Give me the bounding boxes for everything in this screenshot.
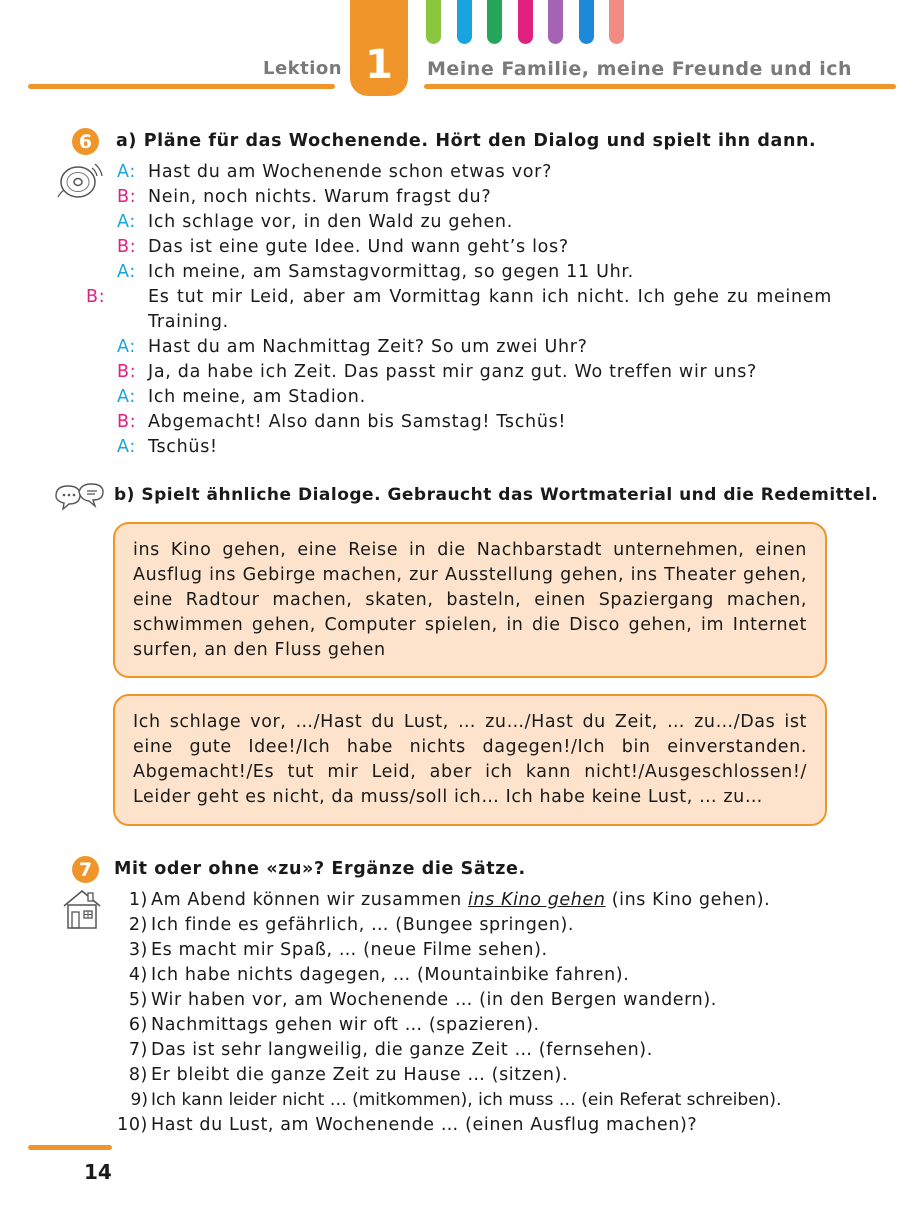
dialogue-line	[86, 285, 832, 335]
dialogue-text: Das ist eine gute Idee. Und wann geht’s los?	[148, 237, 569, 257]
color-stripe	[609, 0, 624, 44]
item-number: 7)	[128, 1040, 148, 1060]
example-answer: ins Kino gehen	[467, 890, 606, 910]
dialogue-text: Ich meine, am Stadion.	[148, 387, 366, 407]
item-text: Nachmittags gehen wir oft … (spazieren).	[151, 1015, 540, 1035]
speaker-label: A:	[117, 262, 136, 282]
item-text: Hast du Lust, am Wochenende … (einen Ausflug machen)?	[151, 1115, 698, 1135]
dialogue-text: Ich schlage vor, in den Wald zu gehen.	[148, 212, 513, 232]
footer-rule	[28, 1145, 112, 1150]
dialogue-line	[117, 260, 832, 285]
speaker-label: A:	[117, 162, 136, 182]
lektion-number: 1	[365, 42, 393, 88]
lektion-number-tab	[350, 0, 408, 96]
speaker-label: B:	[117, 187, 137, 207]
dialogue-line	[117, 335, 832, 360]
task-6b-heading: b) Spielt ähnliche Dialoge. Gebraucht das Wortmaterial und die Redemittel.	[114, 485, 879, 505]
dialogue-text: Nein, noch nichts. Warum fragst du?	[148, 187, 492, 207]
item-number: 1)	[128, 890, 148, 910]
dialogue-text: Tschüs!	[148, 437, 218, 457]
speaker-label: A:	[117, 437, 136, 457]
speaker-label: B:	[117, 362, 137, 382]
cd-audio-icon	[56, 160, 104, 200]
color-stripe	[457, 0, 472, 44]
dialogue-line	[117, 435, 832, 460]
exercise-item	[114, 1063, 834, 1088]
dialogue-line	[117, 210, 832, 235]
speaker-label: A:	[117, 337, 136, 357]
speaker-label: B:	[86, 287, 106, 307]
item-number: 6)	[128, 1015, 148, 1035]
exercise-item	[114, 963, 834, 988]
item-number: 10)	[117, 1115, 148, 1135]
dialogue-line	[117, 235, 832, 260]
speaker-label: B:	[117, 237, 137, 257]
task-7-heading: Mit oder ohne «zu»? Ergänze die Sätze.	[114, 859, 526, 879]
item-text: Das ist sehr langweilig, die ganze Zeit … (fernsehen).	[151, 1040, 653, 1060]
exercise-item	[114, 913, 834, 938]
exercise-item	[114, 1038, 834, 1063]
item-number: 2)	[128, 915, 148, 935]
dialogue-line	[117, 185, 832, 210]
dialogue-line	[117, 160, 832, 185]
dialogue-line	[117, 385, 832, 410]
dialogue-line	[117, 410, 832, 435]
item-number: 9)	[130, 1090, 148, 1110]
item-number: 8)	[128, 1065, 148, 1085]
exercise-item	[114, 1113, 834, 1138]
color-stripe	[548, 0, 563, 44]
exercise-list	[114, 888, 834, 1138]
exercise-item	[114, 1088, 834, 1113]
dialogue-text: Ich meine, am Samstagvormittag, so gegen 11 Uhr.	[148, 262, 634, 282]
word-material-box: ins Kino gehen, eine Reise in die Nachbarstadt unternehmen, einen Ausflug ins Gebirge machen, zur Ausstellung gehen, ins Theater gehen, eine Radtour machen, skaten, basteln, einen Spaziergang machen, schwimmen gehen, Computer spielen, in die Disco gehen, im Internet surfen, an den Fluss gehen	[113, 522, 827, 678]
dialogue-text: Hast du am Wochenende schon etwas vor?	[148, 162, 553, 182]
dialogue-text: Ja, da habe ich Zeit. Das passt mir ganz gut. Wo treffen wir uns?	[148, 362, 758, 382]
lektion-label: Lektion	[263, 58, 343, 79]
header-rule-right	[424, 84, 896, 89]
color-stripe	[518, 0, 533, 44]
item-text: Ich finde es gefährlich, … (Bungee springen).	[151, 915, 575, 935]
dialogue-text: Es tut mir Leid, aber am Vormittag kann ich nicht. Ich gehe zu meinem Training.	[148, 287, 832, 332]
item-text: Er bleibt die ganze Zeit zu Hause … (sitzen).	[151, 1065, 569, 1085]
item-text-after: (ins Kino gehen).	[605, 890, 771, 910]
item-number: 3)	[128, 940, 148, 960]
page-number: 14	[84, 1160, 112, 1184]
dialogue-line	[117, 360, 832, 385]
item-text: Wir haben vor, am Wochenende … (in den Bergen wandern).	[151, 990, 717, 1010]
task-6a-heading: a) Pläne für das Wochenende. Hört den Dialog und spielt ihn dann.	[116, 131, 817, 151]
item-number: 5)	[128, 990, 148, 1010]
speaker-label: A:	[117, 387, 136, 407]
speech-bubbles-icon	[52, 482, 106, 512]
item-text: Ich kann leider nicht … (mitkommen), ich muss … (ein Referat schreiben).	[151, 1090, 782, 1110]
exercise-item	[114, 888, 834, 913]
dialogue-text: Hast du am Nachmittag Zeit? So um zwei Uhr?	[148, 337, 588, 357]
task-6-number: 6	[72, 128, 99, 155]
phrases-box: Ich schlage vor, …/Hast du Lust, … zu…/Hast du Zeit, … zu…/Das ist eine gute Idee!/Ich habe nichts dagegen!/Ich bin einverstanden. Abgemacht!/Es tut mir Leid, aber ich kann nicht!/Ausgeschlossen!/ Leider geht es nicht, da muss/soll ich… Ich habe keine Lust, … zu…	[113, 694, 827, 826]
dialogue-text: Abgemacht! Also dann bis Samstag! Tschüs!	[148, 412, 567, 432]
color-stripe	[487, 0, 502, 44]
color-stripe	[426, 0, 441, 44]
exercise-item	[114, 1013, 834, 1038]
color-stripe	[579, 0, 594, 44]
speaker-label: A:	[117, 212, 136, 232]
task-7-number: 7	[72, 856, 99, 883]
dialogue	[86, 160, 832, 460]
item-text: Am Abend können wir zusammen	[151, 890, 468, 910]
item-number: 4)	[128, 965, 148, 985]
house-homework-icon	[60, 888, 104, 932]
exercise-item	[114, 938, 834, 963]
item-text: Es macht mir Spaß, … (neue Filme sehen).	[151, 940, 548, 960]
speaker-label: B:	[117, 412, 137, 432]
chapter-title: Meine Familie, meine Freunde und ich	[427, 58, 853, 80]
item-text: Ich habe nichts dagegen, … (Mountainbike fahren).	[151, 965, 630, 985]
header-rule-left	[28, 84, 335, 89]
exercise-item	[114, 988, 834, 1013]
